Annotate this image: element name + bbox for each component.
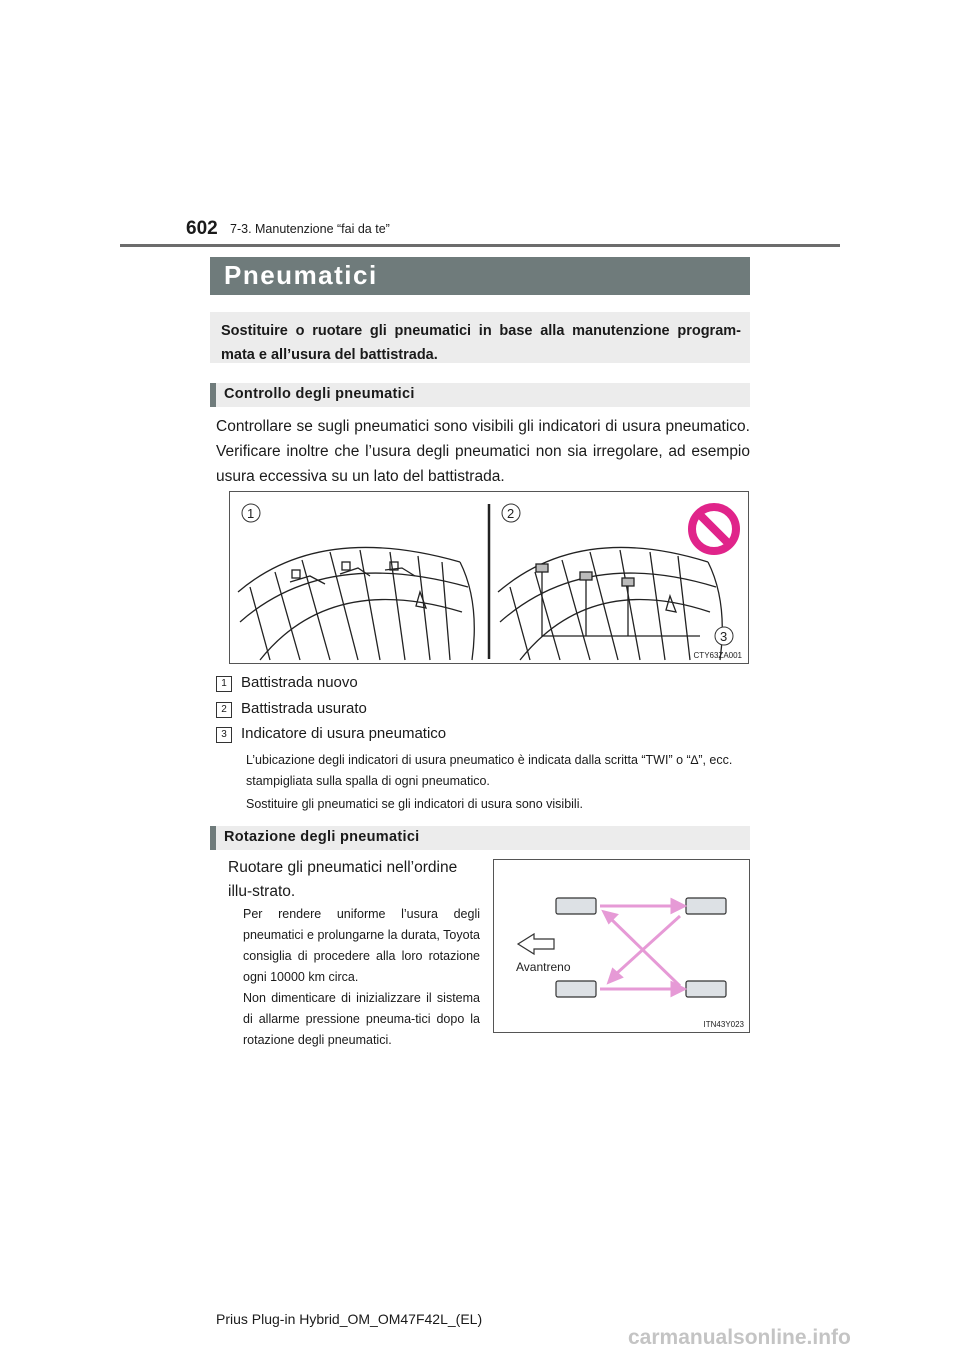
legend-label: Battistrada nuovo [241,674,358,691]
legend-badge: 3 [216,727,232,743]
tire-check-heading [210,383,750,407]
tire-front-right-icon [556,981,596,997]
rotation-text: Ruotare gli pneumatici nell’ordine illu-strato. [228,859,458,900]
figure-code: ITN43Y023 [703,1020,744,1029]
prohibition-icon [692,507,736,551]
legend-item-new-tread [216,674,358,692]
worn-tread-tire [498,547,722,660]
front-label: Avantreno [516,960,571,974]
legend-badge: 1 [216,676,232,692]
tire-check-text: Controllare se sugli pneumatici sono visibili gli indicatori di usura pneumatico. Verificare inoltre che l’usura degli pneumatici non sia irregolare, ad esempio usura eccessiva su un lato del battistrada. [216,418,750,485]
tread-illustration [230,492,748,663]
callout-3: 3 [720,629,728,644]
legend-badge: 2 [216,702,232,718]
wear-indicator-note: L’ubicazione degli indicatori di usura pneumatico è indicata dalla scritta “TWI” o “∆”, ecc. stampigliata sulla spalla di ogni pneumatico. [246,753,733,788]
rotation-diagram [494,860,749,1032]
front-direction-arrow-icon [518,934,554,954]
legend-label: Battistrada usurato [241,700,367,717]
rotation-figure [493,859,750,1033]
rotation-reset-note: Non dimenticare di inizializzare il sistema di allarme pressione pneuma-tici dopo la rotazione degli pneumatici. [243,991,480,1047]
page-title-bar [210,257,750,295]
tire-rotation-heading [210,826,750,850]
watermark: carmanualsonline.info [628,1326,851,1349]
page-number: 602 [186,218,218,239]
intro-box [210,312,750,363]
section-breadcrumb: 7-3. Manutenzione “fai da te” [230,222,390,236]
page-footer: Prius Plug-in Hybrid_OM_OM47F42L_(EL) [216,1311,483,1327]
tire-rotation-heading-label: Rotazione degli pneumatici [224,829,420,845]
figure-code: CTY63ZA001 [693,651,742,660]
callout-2: 2 [507,506,515,521]
heading-marker [210,383,216,407]
legend-label: Indicatore di usura pneumatico [241,725,447,742]
callout-1: 1 [247,506,255,521]
tread-wear-figure [229,491,749,664]
legend-item-wear-indicator [216,725,446,743]
legend-item-worn-tread [216,700,367,718]
tire-check-heading-label: Controllo degli pneumatici [224,386,415,402]
page-title: Pneumatici [224,260,378,290]
new-tread-tire [238,547,474,660]
header-divider [120,244,840,247]
rotation-interval-note: Per rendere uniforme l’usura degli pneumatici e prolungarne la durata, Toyota consiglia di procedere alla loro rotazione ogni 10000 km circa. [243,907,480,984]
rotation-arrows-icon [600,900,684,995]
tire-rear-left-icon [686,898,726,914]
replace-tire-note: Sostituire gli pneumatici se gli indicatori di usura sono visibili. [246,797,583,811]
tire-rear-right-icon [686,981,726,997]
intro-text: Sostituire o ruotare gli pneumatici in base alla manutenzione program-mata e all’usura del battistrada. [221,323,741,363]
heading-marker [210,826,216,850]
tire-front-left-icon [556,898,596,914]
